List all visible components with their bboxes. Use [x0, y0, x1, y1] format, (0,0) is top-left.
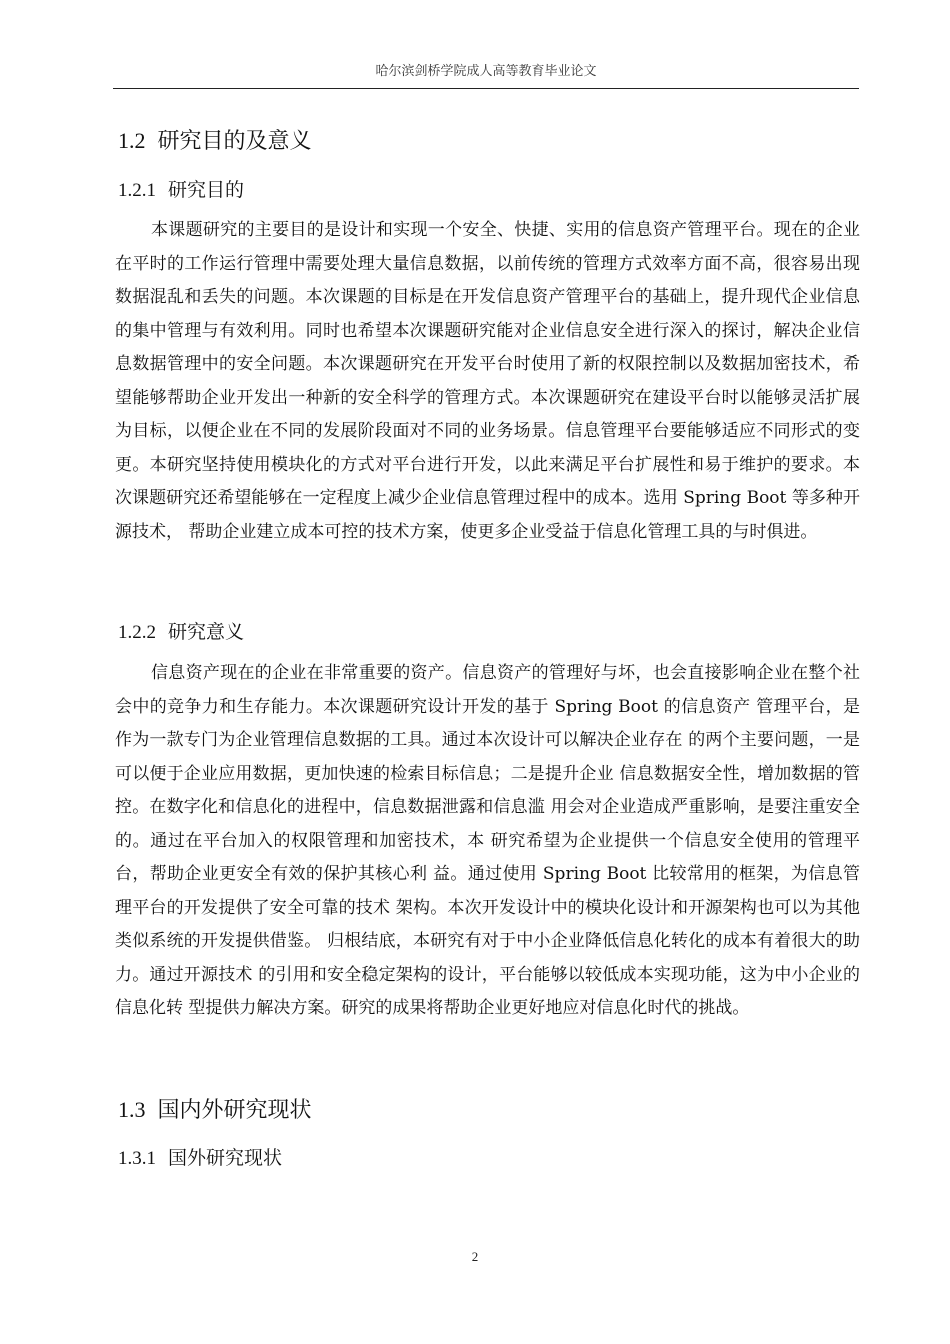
section-heading-1-2: [118, 124, 312, 155]
section-number: 1.2: [118, 128, 146, 153]
running-header: 哈尔滨剑桥学院成人高等教育毕业论文: [375, 64, 597, 79]
page-number: 2: [471, 1249, 479, 1264]
section-title: 国内外研究现状: [157, 1098, 312, 1123]
header-rule: [113, 88, 859, 89]
paragraph-research-purpose: 本课题研究的主要目的是设计和实现一个安全、快捷、实用的信息资产管理平台。现在的企业在平时的工作运行管理中需要处理大量信息数据，以前传统的管理方式效率方面不高，很容易出现数据混乱和丢失的问题。本次课题的目标是在开发信息资产管理平台的基础上，提升现代企业信息的集中管理与有效利用。同时也希望本次课题研究能对企业信息安全进行深入的探讨，解决企业信息数据管理中的安全问题。本次课题研究在开发平台时使用了新的权限控制以及数据加密技术，希望能够帮助企业开发出一种新的安全科学的管理方式。本次课题研究在建设平台时以能够灵活扩展为目标，以便企业在不同的发展阶段面对不同的业务场景。信息管理平台要能够适应不同形式的变更。本研究坚持使用模块化的方式对平台进行开发，以此来满足平台扩展性和易于维护的要求。本次课题研究还希望能够在一定程度上减少企业信息管理过程中的成本。选用 Spring Boot 等多种开源技术， 帮助企业建立成本可控的技术方案，使更多企业受益于信息化管理工具的与时俱进。: [115, 220, 860, 542]
section-title: 研究目的及意义: [157, 129, 312, 154]
paragraph-research-significance: 信息资产现在的企业在非常重要的资产。信息资产的管理好与坏，也会直接影响企业在整个社会中的竞争力和生存能力。本次课题研究设计开发的基于 Spring Boot 的信息资产 管理平台，是作为一款专门为企业管理信息数据的工具。通过本次设计可以解决企业存在 的两个主要问题，一是可以便于企业应用数据，更加快速的检索目标信息；二是提升企业 信息数据安全性，增加数据的管控。在数字化和信息化的进程中，信息数据泄露和信息滥 用会对企业造成严重影响，是要注重安全的。通过在平台加入的权限管理和加密技术，本 研究希望为企业提供一个信息安全使用的管理平台，帮助企业更安全有效的保护其核心利 益。通过使用 Spring Boot 比较常用的框架，为信息管理平台的开发提供了安全可靠的技术 架构。本次开发设计中的模块化设计和开源架构也可以为其他类似系统的开发提供借鉴。 归根结底，本研究有对于中小企业降低信息化转化的成本有着很大的助力。通过开源技术 的引用和安全稳定架构的设计，平台能够以较低成本实现功能，这为中小企业的信息化转 型提供力解决方案。研究的成果将帮助企业更好地应对信息化时代的挑战。: [115, 663, 860, 1018]
subsection-heading-1-3-1: [118, 1143, 282, 1170]
subsection-number: 1.3.1: [118, 1148, 156, 1169]
subsection-number: 1.2.1: [118, 180, 156, 201]
subsection-title: 国外研究现状: [168, 1147, 283, 1169]
subsection-title: 研究目的: [168, 179, 245, 201]
section-number: 1.3: [118, 1097, 146, 1122]
subsection-heading-1-2-2: [118, 617, 244, 644]
subsection-title: 研究意义: [168, 621, 245, 643]
subsection-number: 1.2.2: [118, 622, 156, 643]
subsection-heading-1-2-1: [118, 175, 244, 202]
section-heading-1-3: [118, 1093, 312, 1124]
